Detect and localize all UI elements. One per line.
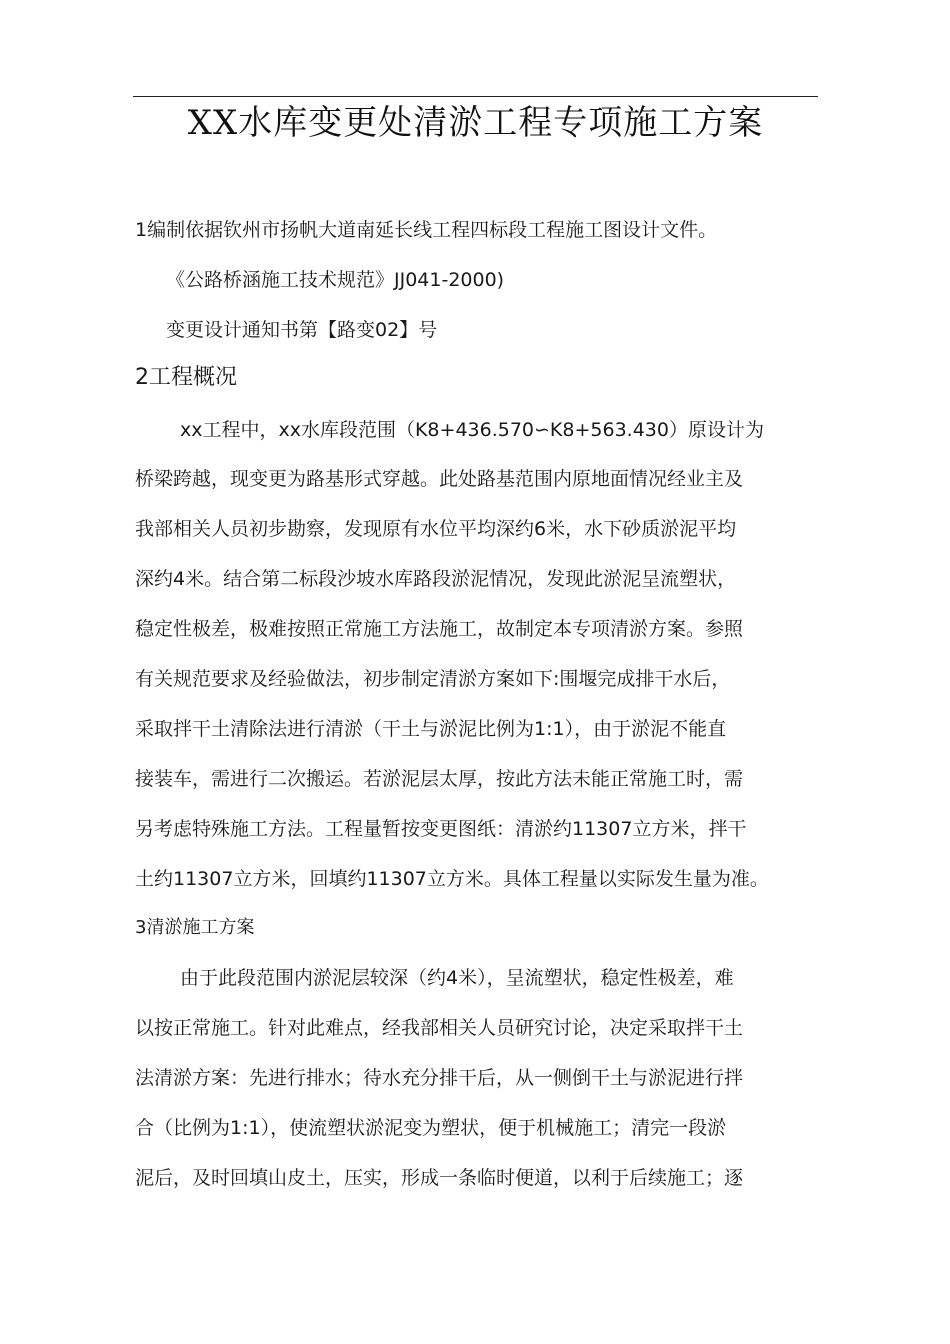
plan-line-1: 由于此段范围内淤泥层较深（约4米），呈流塑状，稳定性极差，难 [180, 967, 734, 989]
overview-line-10: 土约11307立方米，回填约11307立方米。具体工程量以实际发生量为准。 [135, 868, 769, 890]
overview-line-9: 另考虑特殊施工方法。工程量暂按变更图纸：清淤约11307立方米，拌干 [135, 818, 747, 840]
basis-line-1: 1编制依据钦州市扬帆大道南延长线工程四标段工程施工图设计文件。 [135, 219, 718, 241]
section-heading-overview: 2工程概况 [135, 365, 237, 390]
overview-line-2: 桥梁跨越，现变更为路基形式穿越。此处路基范围内原地面情况经业主及 [135, 468, 744, 490]
overview-line-1: xx工程中，xx水库段范围（K8+436.570∽K8+563.430）原设计为 [180, 419, 764, 441]
plan-line-4: 合（比例为1:1），使流塑状淤泥变为塑状，便于机械施工；清完一段淤 [135, 1117, 727, 1139]
overview-line-4: 深约4米。结合第二标段沙坡水库路段淤泥情况，发现此淤泥呈流塑状， [135, 568, 737, 590]
plan-line-2: 以按正常施工。针对此难点，经我部相关人员研究讨论，决定采取拌干土 [135, 1017, 744, 1039]
section-heading-plan: 3清淤施工方案 [135, 917, 255, 938]
overview-line-7: 采取拌干土清除法进行清淤（干土与淤泥比例为1:1），由于淤泥不能直 [135, 718, 727, 740]
overview-line-6: 有关规范要求及经验做法，初步制定清淤方案如下:围堰完成排干水后， [135, 668, 731, 690]
overview-line-8: 接装车，需进行二次搬运。若淤泥层太厚，按此方法未能正常施工时，需 [135, 768, 744, 790]
plan-line-3: 法清淤方案：先进行排水；待水充分排干后，从一侧倒干土与淤泥进行拌 [135, 1067, 744, 1089]
plan-line-5: 泥后，及时回填山皮土，压实，形成一条临时便道，以利于后续施工；逐 [135, 1167, 744, 1189]
overview-line-5: 稳定性极差，极难按照正常施工方法施工，故制定本专项清淤方案。参照 [135, 618, 744, 640]
overview-line-3: 我部相关人员初步勘察，发现原有水位平均深约6米，水下砂质淤泥平均 [135, 518, 737, 540]
basis-line-3: 变更设计通知书第【路变02】号 [166, 319, 438, 341]
basis-line-2: 《公路桥涵施工技术规范》JJ041-2000) [166, 269, 505, 291]
document-title: XX水库变更处清淤工程专项施工方案 [187, 103, 764, 143]
